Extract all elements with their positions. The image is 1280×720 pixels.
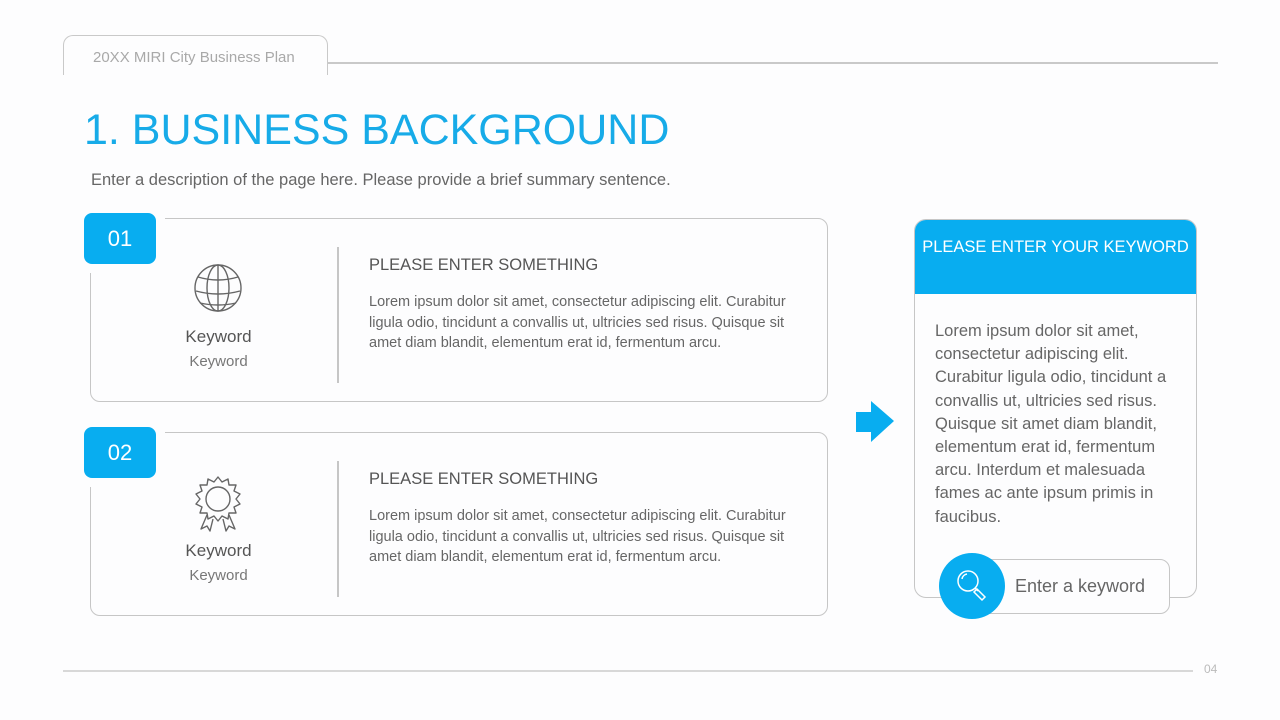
search-placeholder: Enter a keyword (1015, 576, 1146, 596)
card-body-text: Lorem ipsum dolor sit amet, consectetur adipiscing elit. Curabitur ligula odio, tincidunt a convallis ut, ultricies sed risus. Quisque sit amet diam blandit, elementum erat id, fermentum arcu. (369, 294, 786, 351)
globe-icon (191, 261, 245, 315)
panel-heading: PLEASE ENTER YOUR KEYWORD (914, 219, 1197, 294)
header-tab-label: 20XX MIRI City Business Plan (93, 49, 295, 66)
page-title: 1. BUSINESS BACKGROUND (84, 106, 670, 154)
content-card-01 (90, 218, 828, 402)
content-card-02 (90, 432, 828, 616)
panel-body-text: Lorem ipsum dolor sit amet, consectetur adipiscing elit. Curabitur ligula odio, tincidunt a convallis ut, ultricies sed risus. Quisque sit amet diam blandit, elementum erat id, fermentum arcu. Interdum et malesuada fames ac ante ipsum primis in faucibus. (935, 322, 1167, 526)
magnifier-icon (952, 566, 992, 606)
keyword-panel (914, 219, 1197, 598)
card-heading: PLEASE ENTER SOMETHING (369, 256, 599, 274)
keyword-primary: Keyword (185, 327, 252, 346)
award-badge-icon (191, 475, 245, 529)
keyword-primary: Keyword (185, 541, 252, 560)
card-divider (337, 461, 339, 597)
number-badge-01: 01 (84, 213, 156, 264)
footer-divider (63, 670, 1193, 672)
page-number: 04 (1204, 662, 1218, 676)
card-body-text: Lorem ipsum dolor sit amet, consectetur adipiscing elit. Curabitur ligula odio, tincidunt a convallis ut, ultricies sed risus. Quisque sit amet diam blandit, elementum erat id, fermentum arcu. (369, 508, 786, 565)
number-badge-02: 02 (84, 427, 156, 478)
page-subtitle: Enter a description of the page here. Please provide a brief summary sentence. (91, 171, 671, 189)
keyword-secondary: Keyword (189, 353, 248, 370)
keyword-secondary: Keyword (189, 567, 248, 584)
search-button[interactable] (939, 553, 1005, 619)
header-divider (328, 62, 1218, 64)
card-heading: PLEASE ENTER SOMETHING (369, 470, 599, 488)
arrow-right-icon (855, 400, 895, 449)
card-divider (337, 247, 339, 383)
